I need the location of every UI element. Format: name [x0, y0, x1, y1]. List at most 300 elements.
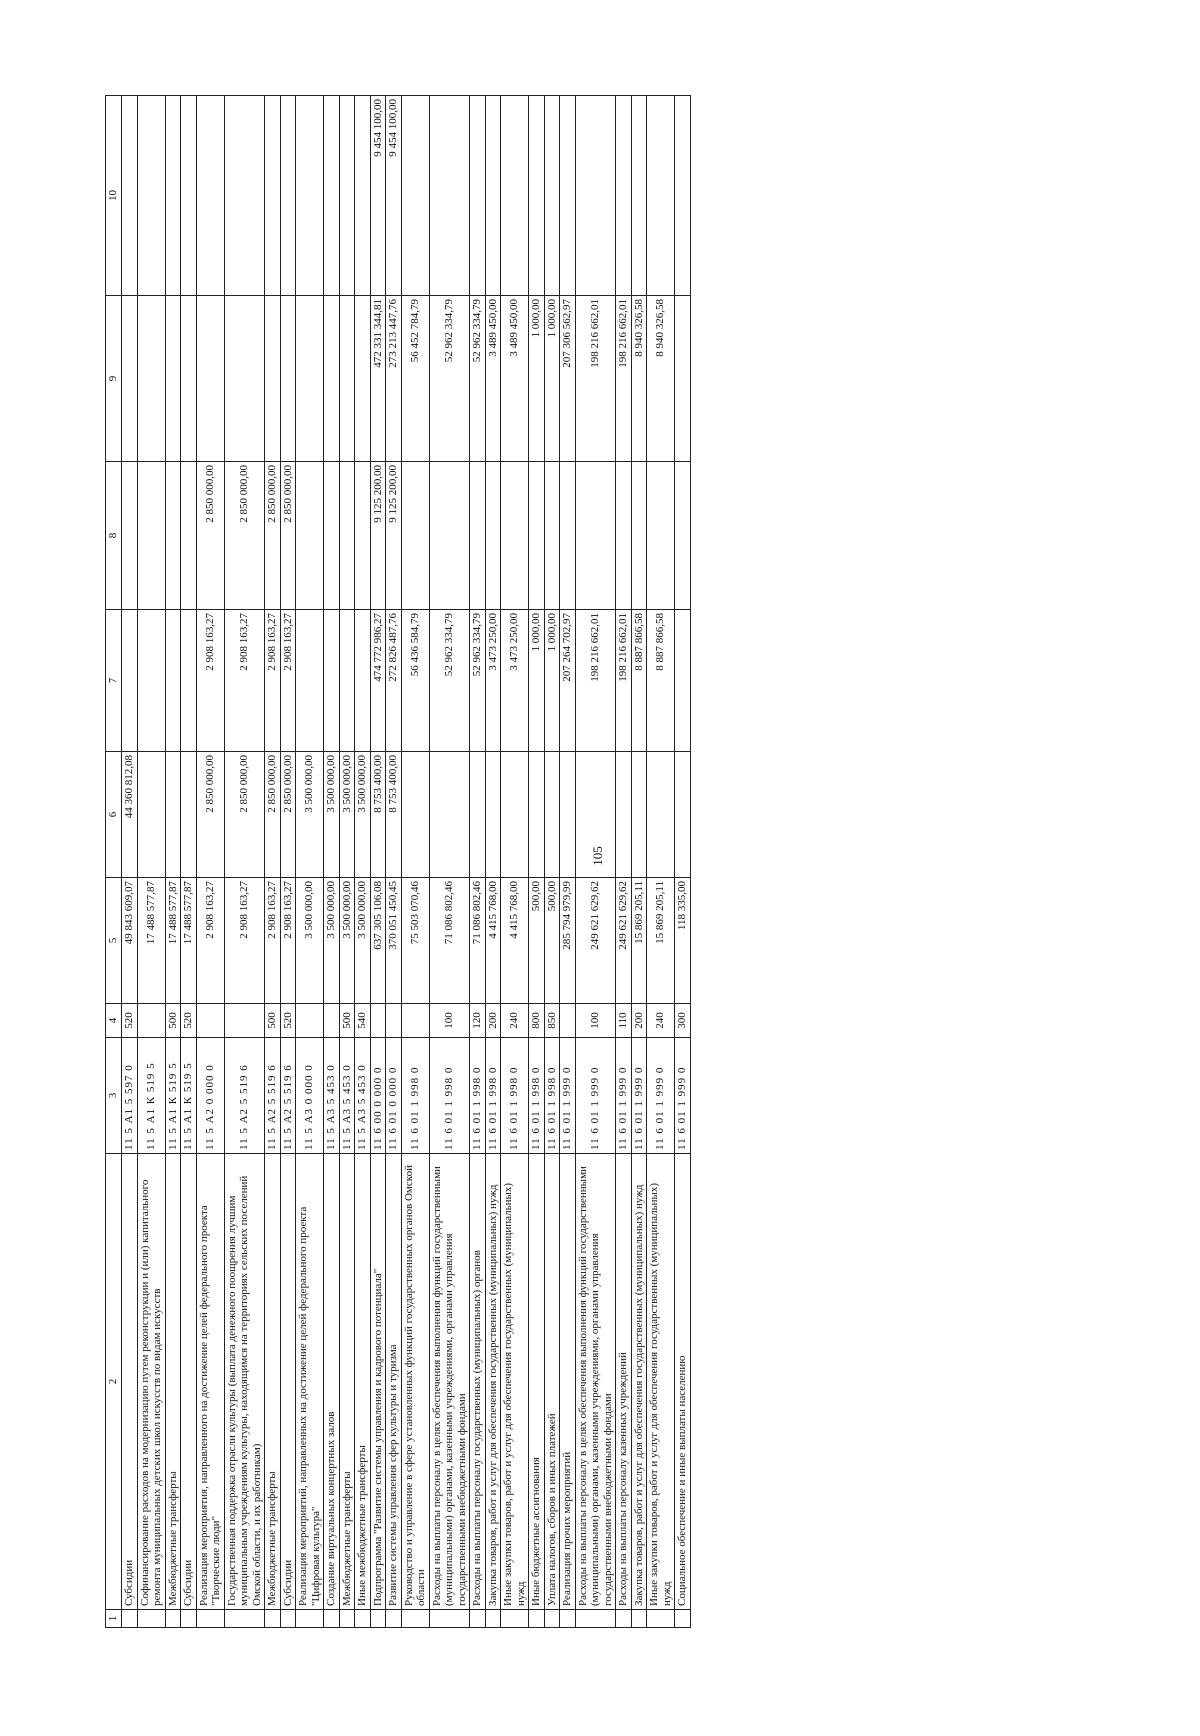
- value-col10: [165, 96, 181, 296]
- value-col5: 500,00: [529, 878, 545, 1004]
- row-code: 11 5 А3 5 453 0: [324, 1038, 340, 1154]
- row-name: Межбюджетные трансферты: [265, 1154, 281, 1610]
- value-col5: 2 908 163,27: [265, 878, 281, 1004]
- value-col8: [616, 462, 632, 610]
- value-col5: 3 500 000,00: [339, 878, 355, 1004]
- table-row: [296, 96, 324, 1628]
- value-col6: [429, 752, 470, 878]
- value-col10: [224, 96, 265, 296]
- value-col10: [265, 96, 281, 296]
- value-col10: [296, 96, 324, 296]
- value-col6: [647, 752, 675, 878]
- value-col9: [324, 296, 340, 462]
- table-row: [485, 96, 501, 1628]
- col-header: 2: [106, 1154, 122, 1610]
- value-col5: 49 843 609,07: [122, 878, 138, 1004]
- table-row: [386, 96, 402, 1628]
- value-col9: [137, 296, 165, 462]
- row-name: Иные закупки товаров, работ и услуг для обеспечения государственных (муниципальных) нужд: [501, 1154, 529, 1610]
- row-type: 500: [339, 1004, 355, 1038]
- value-col5: 15 869 205,11: [647, 878, 675, 1004]
- value-col5: 249 621 629,62: [575, 878, 616, 1004]
- row-type: 200: [485, 1004, 501, 1038]
- row-number: [196, 1610, 224, 1628]
- value-col10: [647, 96, 675, 296]
- row-type: 200: [631, 1004, 647, 1038]
- table-row: [339, 96, 355, 1628]
- value-col7: [339, 610, 355, 752]
- value-col8: [647, 462, 675, 610]
- row-type: 520: [122, 1004, 138, 1038]
- row-type: 240: [647, 1004, 675, 1038]
- row-code: 11 6 01 1 998 0: [429, 1038, 470, 1154]
- row-code: 11 5 А2 5 519 6: [224, 1038, 265, 1154]
- row-code: 11 5 А1 К 519 5: [137, 1038, 165, 1154]
- row-name: Реализация мероприятий, направленных на достижение целей федерального проекта "Цифровая культура": [296, 1154, 324, 1610]
- value-col9: 3 489 450,00: [501, 296, 529, 462]
- table-row: [429, 96, 470, 1628]
- col-header: 9: [106, 296, 122, 462]
- row-number: [280, 1610, 296, 1628]
- row-number: [470, 1610, 486, 1628]
- value-col9: 472 331 344,81: [370, 296, 386, 462]
- value-col6: [501, 752, 529, 878]
- value-col10: [137, 96, 165, 296]
- value-col9: 8 940 326,58: [631, 296, 647, 462]
- value-col9: 207 306 562,97: [560, 296, 576, 462]
- value-col9: 273 213 447,76: [386, 296, 402, 462]
- table-row: [324, 96, 340, 1628]
- row-code: 11 5 А3 5 453 0: [355, 1038, 371, 1154]
- row-name: Подпрограмма "Развитие системы управления и кадрового потенциала": [370, 1154, 386, 1610]
- value-col5: 637 305 106,08: [370, 878, 386, 1004]
- value-col6: [544, 752, 560, 878]
- table-row: [165, 96, 181, 1628]
- value-col5: 15 869 205,11: [631, 878, 647, 1004]
- row-number: [386, 1610, 402, 1628]
- row-number: [181, 1610, 197, 1628]
- value-col9: 8 940 326,58: [647, 296, 675, 462]
- value-col10: [675, 96, 691, 296]
- row-code: 11 5 А1 5 597 0: [122, 1038, 138, 1154]
- value-col7: 1 000,00: [529, 610, 545, 752]
- value-col7: [181, 610, 197, 752]
- value-col5: 3 500 000,00: [324, 878, 340, 1004]
- row-code: 11 6 01 0 000 0: [386, 1038, 402, 1154]
- value-col5: 2 908 163,27: [280, 878, 296, 1004]
- value-col10: [575, 96, 616, 296]
- row-name: Государственная поддержка отрасли культуры (выплата денежного поощрения лучшим муниципальным учреждениям культуры, находящимся на территориях сельских поселений Омской области, и их работникам): [224, 1154, 265, 1610]
- value-col6: 2 850 000,00: [280, 752, 296, 878]
- value-col8: 2 850 000,00: [280, 462, 296, 610]
- row-name: Закупка товаров, работ и услуг для обеспечения государственных (муниципальных) нужд: [631, 1154, 647, 1610]
- value-col7: [296, 610, 324, 752]
- value-col9: [339, 296, 355, 462]
- value-col9: 1 000,00: [544, 296, 560, 462]
- row-name: Иные бюджетные ассигнования: [529, 1154, 545, 1610]
- value-col6: 2 850 000,00: [196, 752, 224, 878]
- row-code: 11 5 А1 К 519 5: [165, 1038, 181, 1154]
- table-row: [122, 96, 138, 1628]
- value-col6: [470, 752, 486, 878]
- table-row: [675, 96, 691, 1628]
- value-col8: [544, 462, 560, 610]
- value-col8: [181, 462, 197, 610]
- row-type: 520: [181, 1004, 197, 1038]
- row-number: [370, 1610, 386, 1628]
- row-number: [529, 1610, 545, 1628]
- row-name: Субсидии: [181, 1154, 197, 1610]
- value-col10: [181, 96, 197, 296]
- value-col8: 2 850 000,00: [224, 462, 265, 610]
- value-col9: 52 962 334,79: [429, 296, 470, 462]
- table-row: [560, 96, 576, 1628]
- value-col10: [196, 96, 224, 296]
- value-col6: [401, 752, 429, 878]
- value-col7: 474 772 986,27: [370, 610, 386, 752]
- row-type: [224, 1004, 265, 1038]
- row-type: 850: [544, 1004, 560, 1038]
- value-col8: 2 850 000,00: [196, 462, 224, 610]
- row-type: 800: [529, 1004, 545, 1038]
- value-col9: [196, 296, 224, 462]
- value-col6: [165, 752, 181, 878]
- value-col6: [485, 752, 501, 878]
- value-col10: [544, 96, 560, 296]
- row-code: 11 6 01 1 998 0: [544, 1038, 560, 1154]
- table-row: [616, 96, 632, 1628]
- row-number: [647, 1610, 675, 1628]
- table-row: [224, 96, 265, 1628]
- col-header: 3: [106, 1038, 122, 1154]
- value-col8: 9 125 200,00: [386, 462, 402, 610]
- row-number: [265, 1610, 281, 1628]
- value-col6: 8 753 400,00: [386, 752, 402, 878]
- row-number: [339, 1610, 355, 1628]
- col-header: 10: [106, 96, 122, 296]
- row-number: [401, 1610, 429, 1628]
- row-name: Расходы на выплаты персоналу государственных (муниципальных) органов: [470, 1154, 486, 1610]
- col-header: 4: [106, 1004, 122, 1038]
- table-row: [196, 96, 224, 1628]
- value-col7: [675, 610, 691, 752]
- table-row: [575, 96, 616, 1628]
- row-type: [137, 1004, 165, 1038]
- value-col5: 370 051 450,45: [386, 878, 402, 1004]
- table-row: [355, 96, 371, 1628]
- value-col7: 52 962 334,79: [429, 610, 470, 752]
- row-type: 240: [501, 1004, 529, 1038]
- value-col9: [122, 296, 138, 462]
- budget-table: [105, 95, 691, 1628]
- value-col7: [122, 610, 138, 752]
- value-col6: 2 850 000,00: [224, 752, 265, 878]
- value-col10: [560, 96, 576, 296]
- row-code: 11 6 01 1 998 0: [470, 1038, 486, 1154]
- row-type: 520: [280, 1004, 296, 1038]
- value-col9: [296, 296, 324, 462]
- row-number: [544, 1610, 560, 1628]
- row-name: Реализация мероприятия, направленного на достижение целей федерального проекта "Творческие люди": [196, 1154, 224, 1610]
- value-col7: [165, 610, 181, 752]
- value-col6: [675, 752, 691, 878]
- value-col8: [560, 462, 576, 610]
- row-number: [485, 1610, 501, 1628]
- row-number: [616, 1610, 632, 1628]
- value-col8: [355, 462, 371, 610]
- row-number: [575, 1610, 616, 1628]
- row-code: 11 6 01 1 999 0: [575, 1038, 616, 1154]
- value-col6: 3 500 000,00: [355, 752, 371, 878]
- value-col8: [485, 462, 501, 610]
- row-type: 120: [470, 1004, 486, 1038]
- row-name: Софинансирование расходов на модернизацию путем реконструкции и (или) капитального ремонта муниципальных детских школ искусств по видам искусств: [137, 1154, 165, 1610]
- row-number: [429, 1610, 470, 1628]
- row-code: 11 6 01 1 999 0: [631, 1038, 647, 1154]
- value-col8: [529, 462, 545, 610]
- row-type: [560, 1004, 576, 1038]
- value-col10: [470, 96, 486, 296]
- value-col5: 2 908 163,27: [196, 878, 224, 1004]
- table-row: [529, 96, 545, 1628]
- value-col10: [355, 96, 371, 296]
- value-col6: [616, 752, 632, 878]
- row-code: 11 5 А2 5 519 6: [280, 1038, 296, 1154]
- value-col5: 249 621 629,62: [616, 878, 632, 1004]
- value-col9: [280, 296, 296, 462]
- row-name: Развитие системы управления сфер культуры и туризма: [386, 1154, 402, 1610]
- row-type: [401, 1004, 429, 1038]
- value-col7: 8 887 866,58: [647, 610, 675, 752]
- row-name: Субсидии: [122, 1154, 138, 1610]
- row-code: 11 6 01 1 999 0: [647, 1038, 675, 1154]
- value-col9: 56 452 784,79: [401, 296, 429, 462]
- row-number: [355, 1610, 371, 1628]
- row-code: 11 6 01 1 998 0: [485, 1038, 501, 1154]
- value-col9: [265, 296, 281, 462]
- value-col8: [165, 462, 181, 610]
- row-number: [224, 1610, 265, 1628]
- value-col7: [137, 610, 165, 752]
- table-row: [647, 96, 675, 1628]
- col-header: 6: [106, 752, 122, 878]
- row-number: [324, 1610, 340, 1628]
- value-col5: 17 488 577,87: [137, 878, 165, 1004]
- value-col8: [675, 462, 691, 610]
- value-col6: 44 360 812,08: [122, 752, 138, 878]
- value-col8: [122, 462, 138, 610]
- table-row: [401, 96, 429, 1628]
- value-col9: [165, 296, 181, 462]
- row-code: 11 6 01 1 998 0: [401, 1038, 429, 1154]
- value-col5: 75 503 070,46: [401, 878, 429, 1004]
- row-code: 11 5 А2 5 519 6: [265, 1038, 281, 1154]
- value-col7: 56 436 584,79: [401, 610, 429, 752]
- row-number: [675, 1610, 691, 1628]
- value-col8: 2 850 000,00: [265, 462, 281, 610]
- value-col10: [616, 96, 632, 296]
- value-col10: 9 454 100,00: [386, 96, 402, 296]
- value-col7: 207 264 702,97: [560, 610, 576, 752]
- table-row: [501, 96, 529, 1628]
- table-row: [265, 96, 281, 1628]
- value-col5: 71 086 802,46: [470, 878, 486, 1004]
- value-col6: [560, 752, 576, 878]
- row-number: [631, 1610, 647, 1628]
- value-col9: 3 489 450,00: [485, 296, 501, 462]
- row-number: [296, 1610, 324, 1628]
- value-col5: 17 488 577,87: [181, 878, 197, 1004]
- row-type: [196, 1004, 224, 1038]
- value-col7: 1 000,00: [544, 610, 560, 752]
- value-col10: [631, 96, 647, 296]
- value-col10: [529, 96, 545, 296]
- value-col6: [529, 752, 545, 878]
- value-col10: [324, 96, 340, 296]
- row-code: 11 5 А3 5 453 0: [339, 1038, 355, 1154]
- table-row: [370, 96, 386, 1628]
- value-col7: 2 908 163,27: [224, 610, 265, 752]
- value-col5: 4 415 768,00: [501, 878, 529, 1004]
- value-col9: 1 000,00: [529, 296, 545, 462]
- value-col6: [181, 752, 197, 878]
- value-col5: 4 415 768,00: [485, 878, 501, 1004]
- row-code: 11 6 00 0 000 0: [370, 1038, 386, 1154]
- table-row: [137, 96, 165, 1628]
- row-type: 500: [165, 1004, 181, 1038]
- value-col7: 3 473 250,00: [501, 610, 529, 752]
- value-col5: 285 794 979,99: [560, 878, 576, 1004]
- page-number: 105: [590, 846, 605, 866]
- value-col5: 500,00: [544, 878, 560, 1004]
- row-name: Реализация прочих мероприятий: [560, 1154, 576, 1610]
- col-header: 1: [106, 1610, 122, 1628]
- value-col7: 2 908 163,27: [196, 610, 224, 752]
- value-col8: [137, 462, 165, 610]
- value-col8: [401, 462, 429, 610]
- row-number: [501, 1610, 529, 1628]
- value-col10: [122, 96, 138, 296]
- row-type: [386, 1004, 402, 1038]
- row-number: [560, 1610, 576, 1628]
- row-type: 540: [355, 1004, 371, 1038]
- value-col8: [339, 462, 355, 610]
- value-col8: [296, 462, 324, 610]
- value-col8: 9 125 200,00: [370, 462, 386, 610]
- row-type: [324, 1004, 340, 1038]
- row-name: Иные закупки товаров, работ и услуг для обеспечения государственных (муниципальных) нужд: [647, 1154, 675, 1610]
- row-type: [370, 1004, 386, 1038]
- row-type: 300: [675, 1004, 691, 1038]
- value-col9: 198 216 662,01: [616, 296, 632, 462]
- col-header: 5: [106, 878, 122, 1004]
- value-col6: [575, 752, 616, 878]
- value-col5: 3 500 000,00: [355, 878, 371, 1004]
- row-code: 11 5 А2 0 000 0: [196, 1038, 224, 1154]
- value-col8: [501, 462, 529, 610]
- value-col7: 3 473 250,00: [485, 610, 501, 752]
- value-col6: 8 753 400,00: [370, 752, 386, 878]
- row-name: Расходы на выплаты персоналу в целях обеспечения выполнения функций государственными (муниципальными) органами, казенными учреждениями, органами управления государственными внебюджетными фондами: [429, 1154, 470, 1610]
- row-type: 500: [265, 1004, 281, 1038]
- row-type: 100: [575, 1004, 616, 1038]
- value-col9: [181, 296, 197, 462]
- row-type: 110: [616, 1004, 632, 1038]
- row-name: Закупка товаров, работ и услуг для обеспечения государственных (муниципальных) нужд: [485, 1154, 501, 1610]
- table-row: [470, 96, 486, 1628]
- value-col10: [485, 96, 501, 296]
- row-name: Уплата налогов, сборов и иных платежей: [544, 1154, 560, 1610]
- table-row: [280, 96, 296, 1628]
- value-col8: [470, 462, 486, 610]
- value-col10: [429, 96, 470, 296]
- table-row: [181, 96, 197, 1628]
- row-name: Иные межбюджетные трансферты: [355, 1154, 371, 1610]
- value-col7: [355, 610, 371, 752]
- value-col10: 9 454 100,00: [370, 96, 386, 296]
- value-col6: [631, 752, 647, 878]
- row-number: [137, 1610, 165, 1628]
- row-code: 11 6 01 1 998 0: [529, 1038, 545, 1154]
- row-number: [122, 1610, 138, 1628]
- row-code: 11 6 01 1 999 0: [616, 1038, 632, 1154]
- value-col6: 2 850 000,00: [265, 752, 281, 878]
- row-name: Расходы на выплаты персоналу казенных учреждений: [616, 1154, 632, 1610]
- header-row: [106, 96, 122, 1628]
- row-number: [165, 1610, 181, 1628]
- value-col9: [675, 296, 691, 462]
- value-col7: 2 908 163,27: [265, 610, 281, 752]
- value-col6: 3 500 000,00: [296, 752, 324, 878]
- value-col9: 198 216 662,01: [575, 296, 616, 462]
- value-col8: [429, 462, 470, 610]
- row-name: Межбюджетные трансферты: [339, 1154, 355, 1610]
- col-header: 7: [106, 610, 122, 752]
- value-col5: 71 086 802,46: [429, 878, 470, 1004]
- value-col10: [280, 96, 296, 296]
- row-code: 11 6 01 1 999 0: [560, 1038, 576, 1154]
- row-code: 11 5 А3 0 000 0: [296, 1038, 324, 1154]
- value-col8: [631, 462, 647, 610]
- value-col9: 52 962 334,79: [470, 296, 486, 462]
- row-name: Расходы на выплаты персоналу в целях обеспечения выполнения функций государственными (муниципальными) органами, казенными учреждениями, органами управления государственными внебюджетными фондами: [575, 1154, 616, 1610]
- value-col8: [324, 462, 340, 610]
- row-name: Межбюджетные трансферты: [165, 1154, 181, 1610]
- value-col10: [339, 96, 355, 296]
- value-col5: 118 335,00: [675, 878, 691, 1004]
- value-col7: [324, 610, 340, 752]
- row-type: [296, 1004, 324, 1038]
- row-code: 11 6 01 1 999 0: [675, 1038, 691, 1154]
- row-name: Социальное обеспечение и иные выплаты населению: [675, 1154, 691, 1610]
- value-col10: [501, 96, 529, 296]
- value-col6: [137, 752, 165, 878]
- row-type: 100: [429, 1004, 470, 1038]
- value-col7: 198 216 662,01: [616, 610, 632, 752]
- value-col8: [575, 462, 616, 610]
- value-col9: [224, 296, 265, 462]
- row-code: 11 6 01 1 998 0: [501, 1038, 529, 1154]
- table-row: [631, 96, 647, 1628]
- value-col9: [355, 296, 371, 462]
- value-col7: 198 216 662,01: [575, 610, 616, 752]
- value-col6: 3 500 000,00: [339, 752, 355, 878]
- row-name: Субсидии: [280, 1154, 296, 1610]
- col-header: 8: [106, 462, 122, 610]
- value-col5: 2 908 163,27: [224, 878, 265, 1004]
- table-row: [544, 96, 560, 1628]
- value-col7: 8 887 866,58: [631, 610, 647, 752]
